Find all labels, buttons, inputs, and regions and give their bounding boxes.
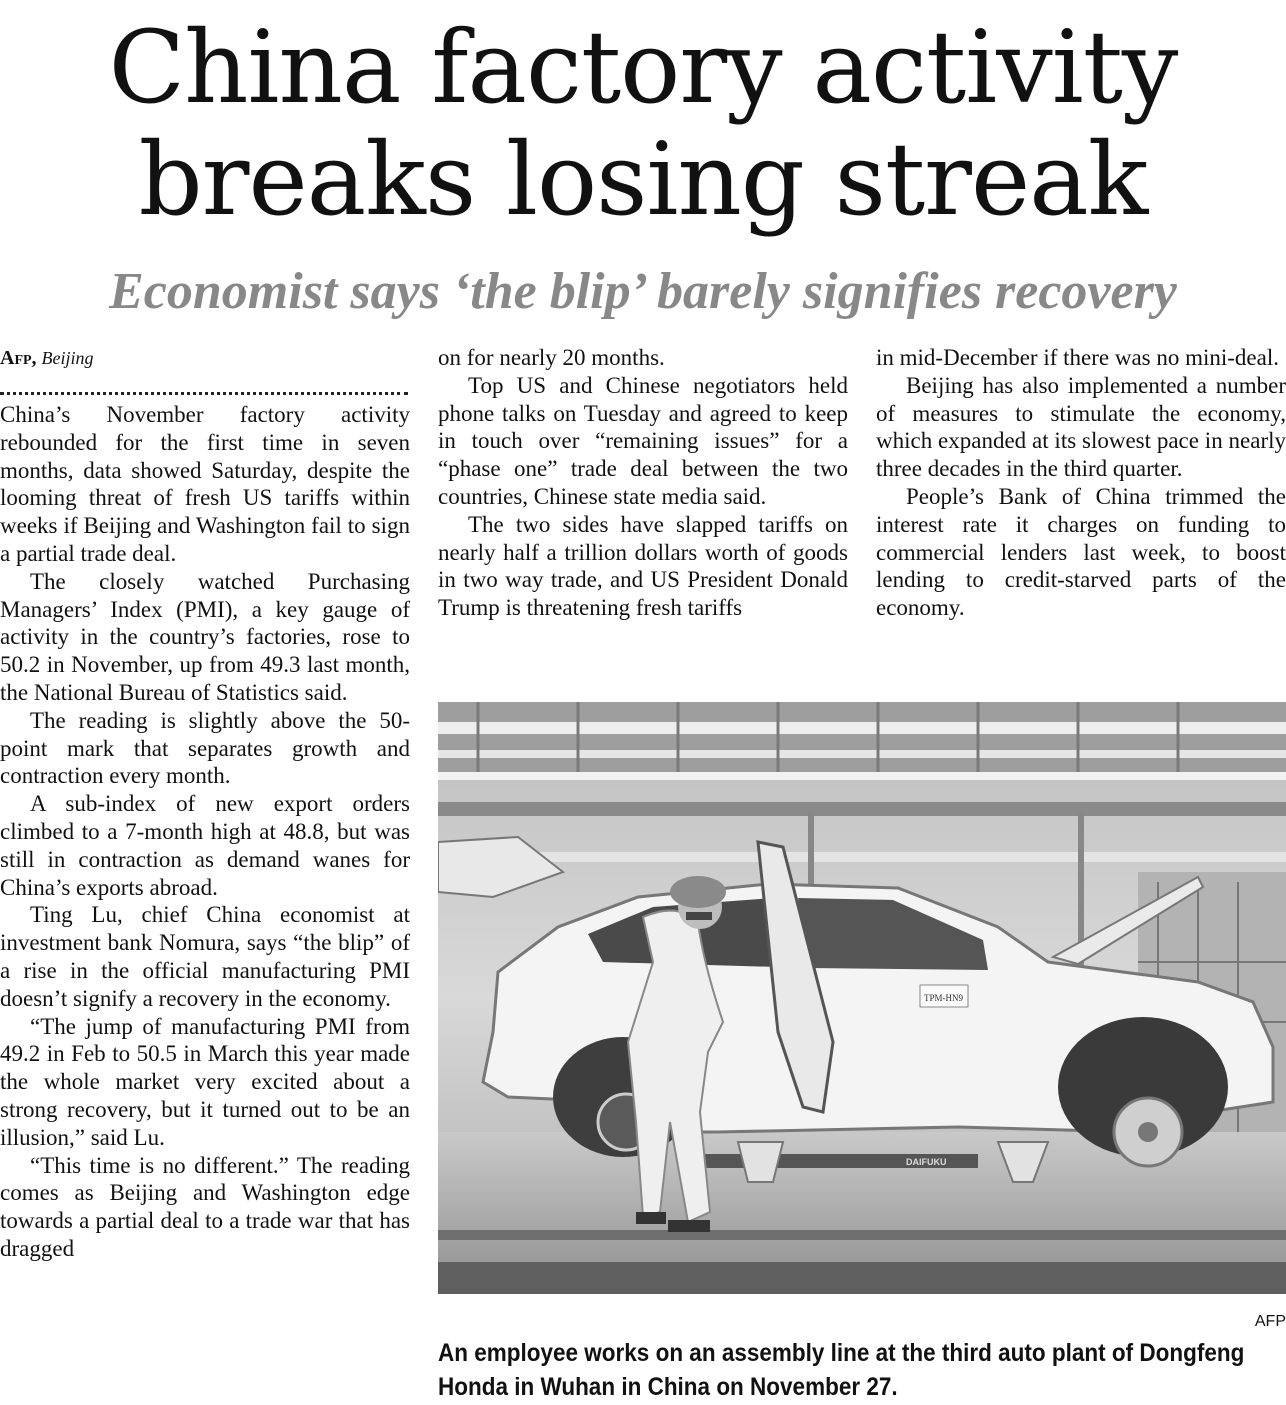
- photo-credit: AFP: [1254, 1313, 1286, 1330]
- assembly-line-photo: [438, 702, 1286, 1294]
- photo-illustration: [438, 702, 1286, 1294]
- article-paragraph: A sub-index of new export orders climbed to a 7-month high at 48.8, but was still in contraction as demand wanes for China’s exports abroad.: [0, 791, 410, 900]
- article-paragraph: Top US and Chinese negotiators held phone talks on Tuesday and agreed to keep in touch over “remaining issues” for a “phase one” trade deal between the two countries, Chinese state media said.: [438, 372, 848, 509]
- article-paragraph: The reading is slightly above the 50-point mark that separates growth and contraction every month.: [0, 707, 410, 789]
- byline-location: Beijing: [41, 348, 94, 368]
- byline: [0, 344, 410, 372]
- article-paragraph: on for nearly 20 months.: [438, 345, 665, 370]
- plate-label: TPM-HN9: [924, 993, 964, 1003]
- article-column-1: [0, 344, 410, 1263]
- headline: [0, 9, 1286, 238]
- article-paragraph: Beijing has also implemented a number of measures to stimulate the economy, which expanded at its slowest pace in nearly three decades in the third quarter.: [876, 372, 1286, 482]
- byline-agency: Afp,: [0, 347, 37, 369]
- article-paragraph: “This time is no different.” The reading comes as Beijing and Washington edge towards a partial deal to a trade war that has dragged: [0, 1152, 410, 1261]
- article-paragraph: The two sides have slapped tariffs on nearly half a trillion dollars worth of goods in two way trade, and US President Donald Trump is threatening fresh tariffs: [438, 511, 848, 621]
- headline-line-2: breaks losing streak: [138, 121, 1148, 238]
- article-paragraph: People’s Bank of China trimmed the interest rate it charges on funding to commercial lenders last week, to boost lending to credit-starved parts of the economy.: [876, 483, 1286, 621]
- photo-caption: An employee works on an assembly line at the third auto plant of Dongfeng Honda in Wuhan in China on November 27.: [438, 1339, 1245, 1401]
- article-paragraph: The closely watched Purchasing Managers’ Index (PMI), a key gauge of activity in the country’s factories, rose to 50.2 in November, up from 49.3 last month, the National Bureau of Statistics said.: [0, 568, 410, 705]
- article-paragraph: “The jump of manufacturing PMI from 49.2 in Feb to 50.5 in March this year made the whole market very excited about a strong recovery, but it turned out to be an illusion,” said Lu.: [0, 1013, 410, 1150]
- article-paragraph: in mid-December if there was no mini-deal.: [876, 345, 1279, 370]
- dotted-divider: [0, 372, 408, 395]
- headline-line-1: China factory activity: [108, 9, 1178, 126]
- article-paragraph: China’s November factory activity rebounded for the first time in seven months, data showed Saturday, despite the looming threat of fresh US tariffs within weeks if Beijing and Washington fail to sign a partial trade deal.: [0, 402, 410, 566]
- article-paragraph: Ting Lu, chief China economist at investment bank Nomura, says “the blip” of a rise in the official manufacturing PMI doesn’t signify a recovery in the economy.: [0, 902, 410, 1011]
- article-column-3: [876, 344, 1286, 622]
- ceiling: [438, 702, 1286, 772]
- rail-label: DAIFUKU: [906, 1157, 947, 1167]
- subheadline: Economist says ‘the blip’ barely signifies recovery: [109, 263, 1177, 320]
- article-column-2: [438, 344, 848, 622]
